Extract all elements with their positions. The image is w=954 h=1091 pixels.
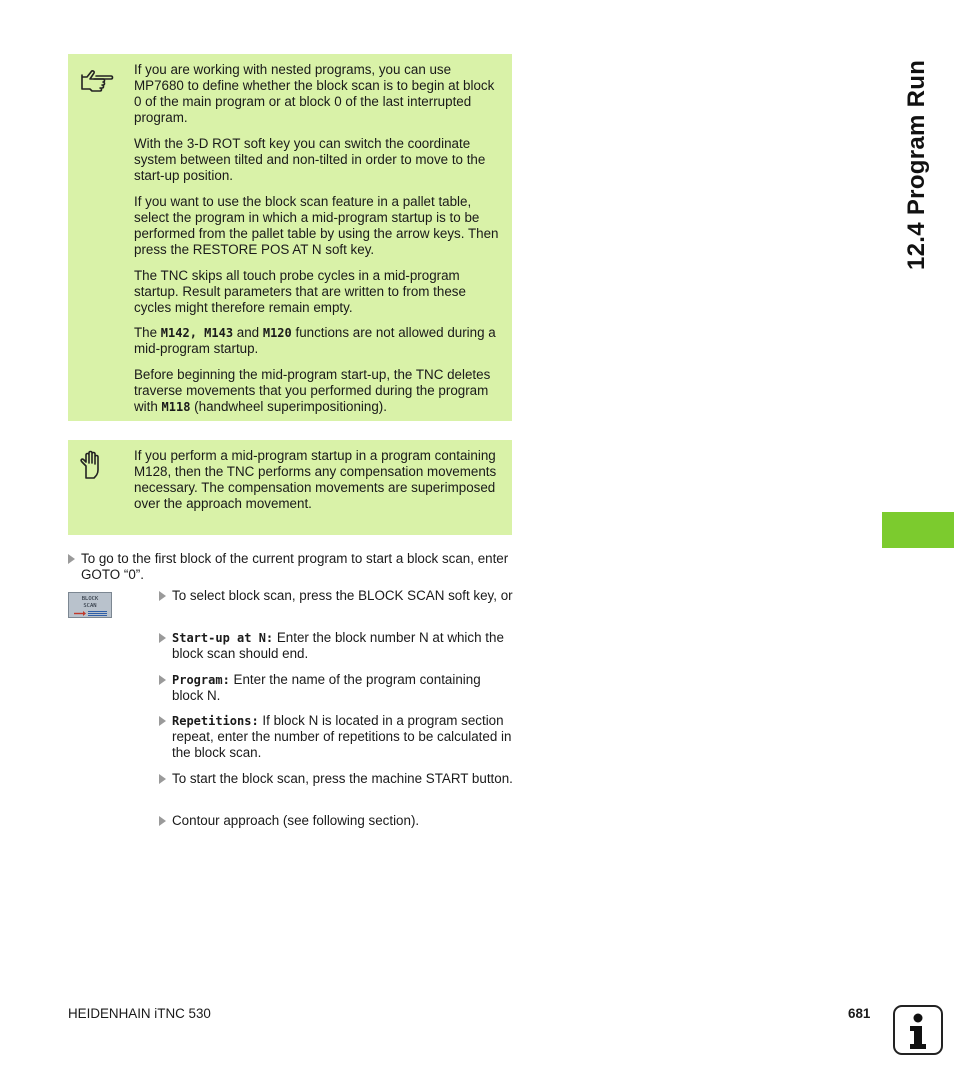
page-number: 681 (848, 1006, 871, 1021)
bullet-arrow-icon (159, 816, 166, 826)
bullet-arrow-icon (159, 774, 166, 784)
bullet-arrow-icon (159, 716, 166, 726)
text-run: If block N is located in a program section repeat, enter the number of repetitions to be calculated in the block scan. (172, 713, 512, 761)
text-run: Enter the name of the program containing block N. (172, 672, 481, 704)
step-text: To go to the first block of the current program to start a block scan, enter GOTO “0”. (81, 551, 509, 583)
step-text (159, 672, 513, 704)
chapter-tab (882, 512, 954, 548)
step-repetitions (159, 713, 513, 761)
step-contour-approach (159, 813, 513, 829)
text-run: (handwheel superimpositioning). (190, 399, 387, 415)
note-paragraph (134, 325, 500, 357)
step-goto (68, 551, 512, 583)
note-box-caution (68, 440, 512, 535)
bullet-arrow-icon (159, 591, 166, 601)
field-name: Repetitions: (172, 714, 259, 728)
info-glyph-icon (895, 1007, 941, 1053)
step-text: Contour approach (see following section). (172, 813, 420, 828)
step-select-block-scan (159, 588, 513, 604)
text-run: and (233, 325, 263, 341)
code-m142-m143: M142, M143 (160, 326, 234, 341)
block-scan-softkey[interactable] (68, 592, 112, 618)
step-start (159, 771, 513, 787)
block-scan-arrow-icon (73, 610, 109, 617)
field-name: Program: (172, 673, 230, 687)
bullet-arrow-icon (159, 633, 166, 643)
text-run: functions are not allowed during a mid-program startup. (134, 325, 496, 357)
softkey-label: BLOCK (81, 596, 99, 602)
footer-manual-title: HEIDENHAIN iTNC 530 (68, 1006, 211, 1021)
field-name: Start-up at N: (172, 631, 274, 645)
note-paragraph: If you are working with nested programs, you can use MP7680 to define whether the block scan is to begin at block 0 of the main program or at block 0 of the last interrupted program. (134, 62, 495, 126)
step-text (159, 630, 513, 662)
step-text: To select block scan, press the BLOCK SCAN soft key, or (172, 588, 513, 603)
section-title (895, 40, 945, 280)
info-icon (893, 1005, 943, 1055)
note-paragraph: The TNC skips all touch probe cycles in a mid-program startup. Result parameters that are written to from these cycles might therefore remain empty. (134, 267, 466, 315)
step-text: To start the block scan, press the machine START button. (172, 771, 513, 786)
bullet-arrow-icon (159, 675, 166, 685)
step-startup-at-n (159, 630, 513, 662)
text-run: Enter the block number N at which the block scan should end. (172, 630, 504, 662)
text-run: Before beginning the mid-program start-up, the TNC deletes traverse movements that you performed during the program with (134, 367, 491, 415)
section-title-text: 12.4 Program Run (903, 59, 930, 270)
pointing-hand-icon (78, 64, 114, 94)
note-paragraph: If you perform a mid-program startup in a program containing M128, then the TNC performs any compensation movements necessary. The compensation movements are superimposed over the approach movement. (134, 448, 497, 512)
bullet-arrow-icon (68, 554, 75, 564)
raised-hand-icon (76, 450, 112, 480)
step-program (159, 672, 513, 704)
code-m118: M118 (161, 400, 191, 415)
note-paragraph: If you want to use the block scan feature in a pallet table, select the program in which a mid-program startup is to be performed from the pallet table by using the arrow keys. Then press the RESTORE POS AT N soft key. (134, 193, 499, 257)
note-box-tips (68, 54, 512, 421)
code-m120: M120 (262, 326, 292, 341)
softkey-label: SCAN (83, 603, 97, 609)
step-text (159, 713, 513, 761)
text-run: The (134, 325, 161, 341)
note-paragraph: With the 3-D ROT soft key you can switch the coordinate system between tilted and non-tilted in order to move to the start-up position. (134, 135, 486, 184)
note-paragraph (134, 367, 500, 415)
